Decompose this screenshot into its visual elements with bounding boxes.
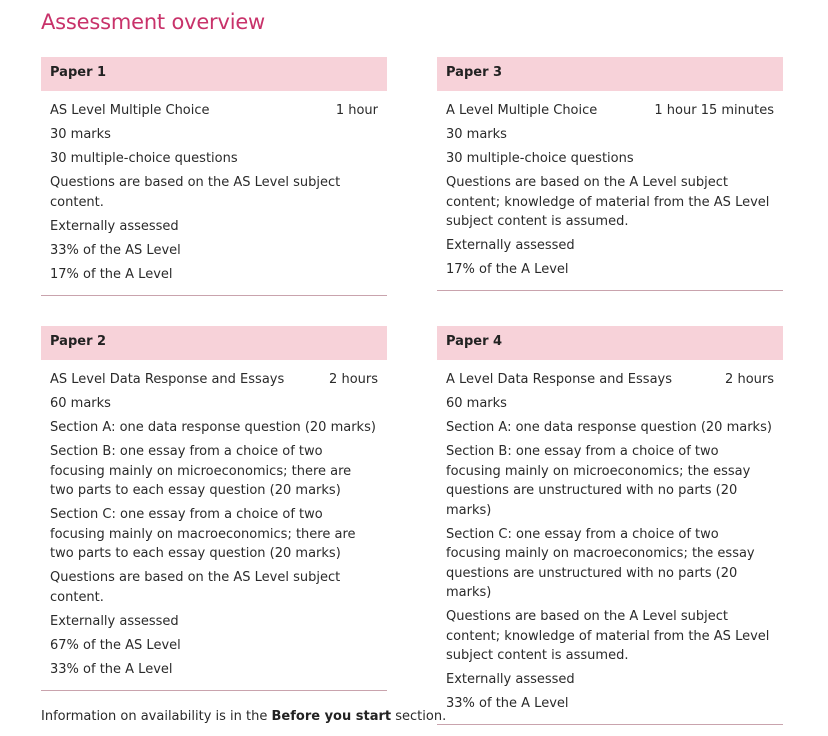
paper-4-content-basis: Questions are based on the A Level subject content; knowledge of material from the AS Level subject content is assumed.	[446, 609, 770, 663]
availability-note-suffix: section.	[391, 709, 447, 724]
paper-3-type: A Level Multiple Choice	[446, 103, 598, 118]
paper-1-type-row	[50, 101, 378, 121]
paper-3-type-row	[446, 101, 774, 121]
paper-4-header: Paper 4	[437, 326, 783, 360]
paper-2-section-c: Section C: one essay from a choice of two focusing mainly on macroeconomics; there are two parts to each essay question (20 marks)	[50, 507, 356, 561]
paper-3-content-basis: Questions are based on the A Level subject content; knowledge of material from the AS Level subject content is assumed.	[446, 175, 770, 229]
paper-3-marks: 30 marks	[446, 127, 507, 142]
paper-1-body	[41, 91, 387, 295]
paper-2-type-row	[50, 370, 378, 390]
paper-4-duration: 2 hours	[725, 372, 774, 387]
paper-2-duration: 2 hours	[329, 372, 378, 387]
paper-2-content-basis: Questions are based on the AS Level subject content.	[50, 570, 341, 605]
page-title: Assessment overview	[41, 10, 266, 34]
paper-1-assessment: Externally assessed	[50, 218, 179, 234]
paper-3-body	[437, 91, 783, 290]
paper-2-card	[41, 326, 387, 691]
availability-note	[41, 709, 446, 724]
before-you-start-link[interactable]: Before you start	[271, 709, 392, 724]
paper-4-a-weight: 33% of the A Level	[446, 696, 569, 711]
paper-1-card	[41, 57, 387, 296]
paper-4-assessment: Externally assessed	[446, 672, 575, 687]
paper-4-marks: 60 marks	[446, 396, 507, 411]
paper-2-marks: 60 marks	[50, 396, 111, 411]
paper-1-duration: 1 hour	[335, 103, 378, 118]
paper-3-duration: 1 hour 15 minutes	[654, 103, 774, 118]
paper-2-type: AS Level Data Response and Essays	[50, 372, 285, 387]
paper-2-as-weight: 67% of the AS Level	[50, 637, 181, 653]
paper-4-section-c: Section C: one essay from a choice of two focusing mainly on macroeconomics; the essay questions are unstructured with no parts (20 marks)	[446, 526, 755, 600]
paper-2-assessment: Externally assessed	[50, 613, 179, 629]
paper-3-question-count: 30 multiple-choice questions	[446, 151, 634, 166]
paper-4-body	[437, 360, 783, 724]
paper-4-type-row	[446, 370, 774, 390]
paper-1-content-basis: Questions are based on the AS Level subject content.	[50, 175, 341, 210]
paper-3-card	[437, 57, 783, 291]
paper-1-as-weight: 33% of the AS Level	[50, 242, 181, 258]
paper-2-a-weight: 33% of the A Level	[50, 661, 173, 677]
paper-2-section-a: Section A: one data response question (20 marks)	[50, 420, 376, 435]
paper-3-a-weight: 17% of the A Level	[446, 262, 569, 277]
paper-2-header: Paper 2	[41, 326, 387, 360]
paper-1-question-count: 30 multiple-choice questions	[50, 151, 238, 166]
availability-note-prefix: Information on availability is in the	[41, 709, 272, 724]
paper-4-section-b: Section B: one essay from a choice of two focusing mainly on microeconomics; the essay questions are unstructured with no parts (20 marks)	[446, 444, 751, 518]
paper-1-a-weight: 17% of the A Level	[50, 266, 173, 282]
paper-3-header: Paper 3	[437, 57, 783, 91]
paper-2-body	[41, 360, 387, 690]
paper-1-type: AS Level Multiple Choice	[50, 103, 210, 118]
paper-4-section-a: Section A: one data response question (20 marks)	[446, 420, 772, 435]
paper-3-assessment: Externally assessed	[446, 238, 575, 253]
paper-4-card	[437, 326, 783, 725]
paper-1-header: Paper 1	[41, 57, 387, 91]
paper-1-marks: 30 marks	[50, 127, 111, 142]
paper-2-section-b: Section B: one essay from a choice of two focusing mainly on microeconomics; there are two parts to each essay question (20 marks)	[50, 444, 352, 498]
paper-4-type: A Level Data Response and Essays	[446, 372, 672, 387]
